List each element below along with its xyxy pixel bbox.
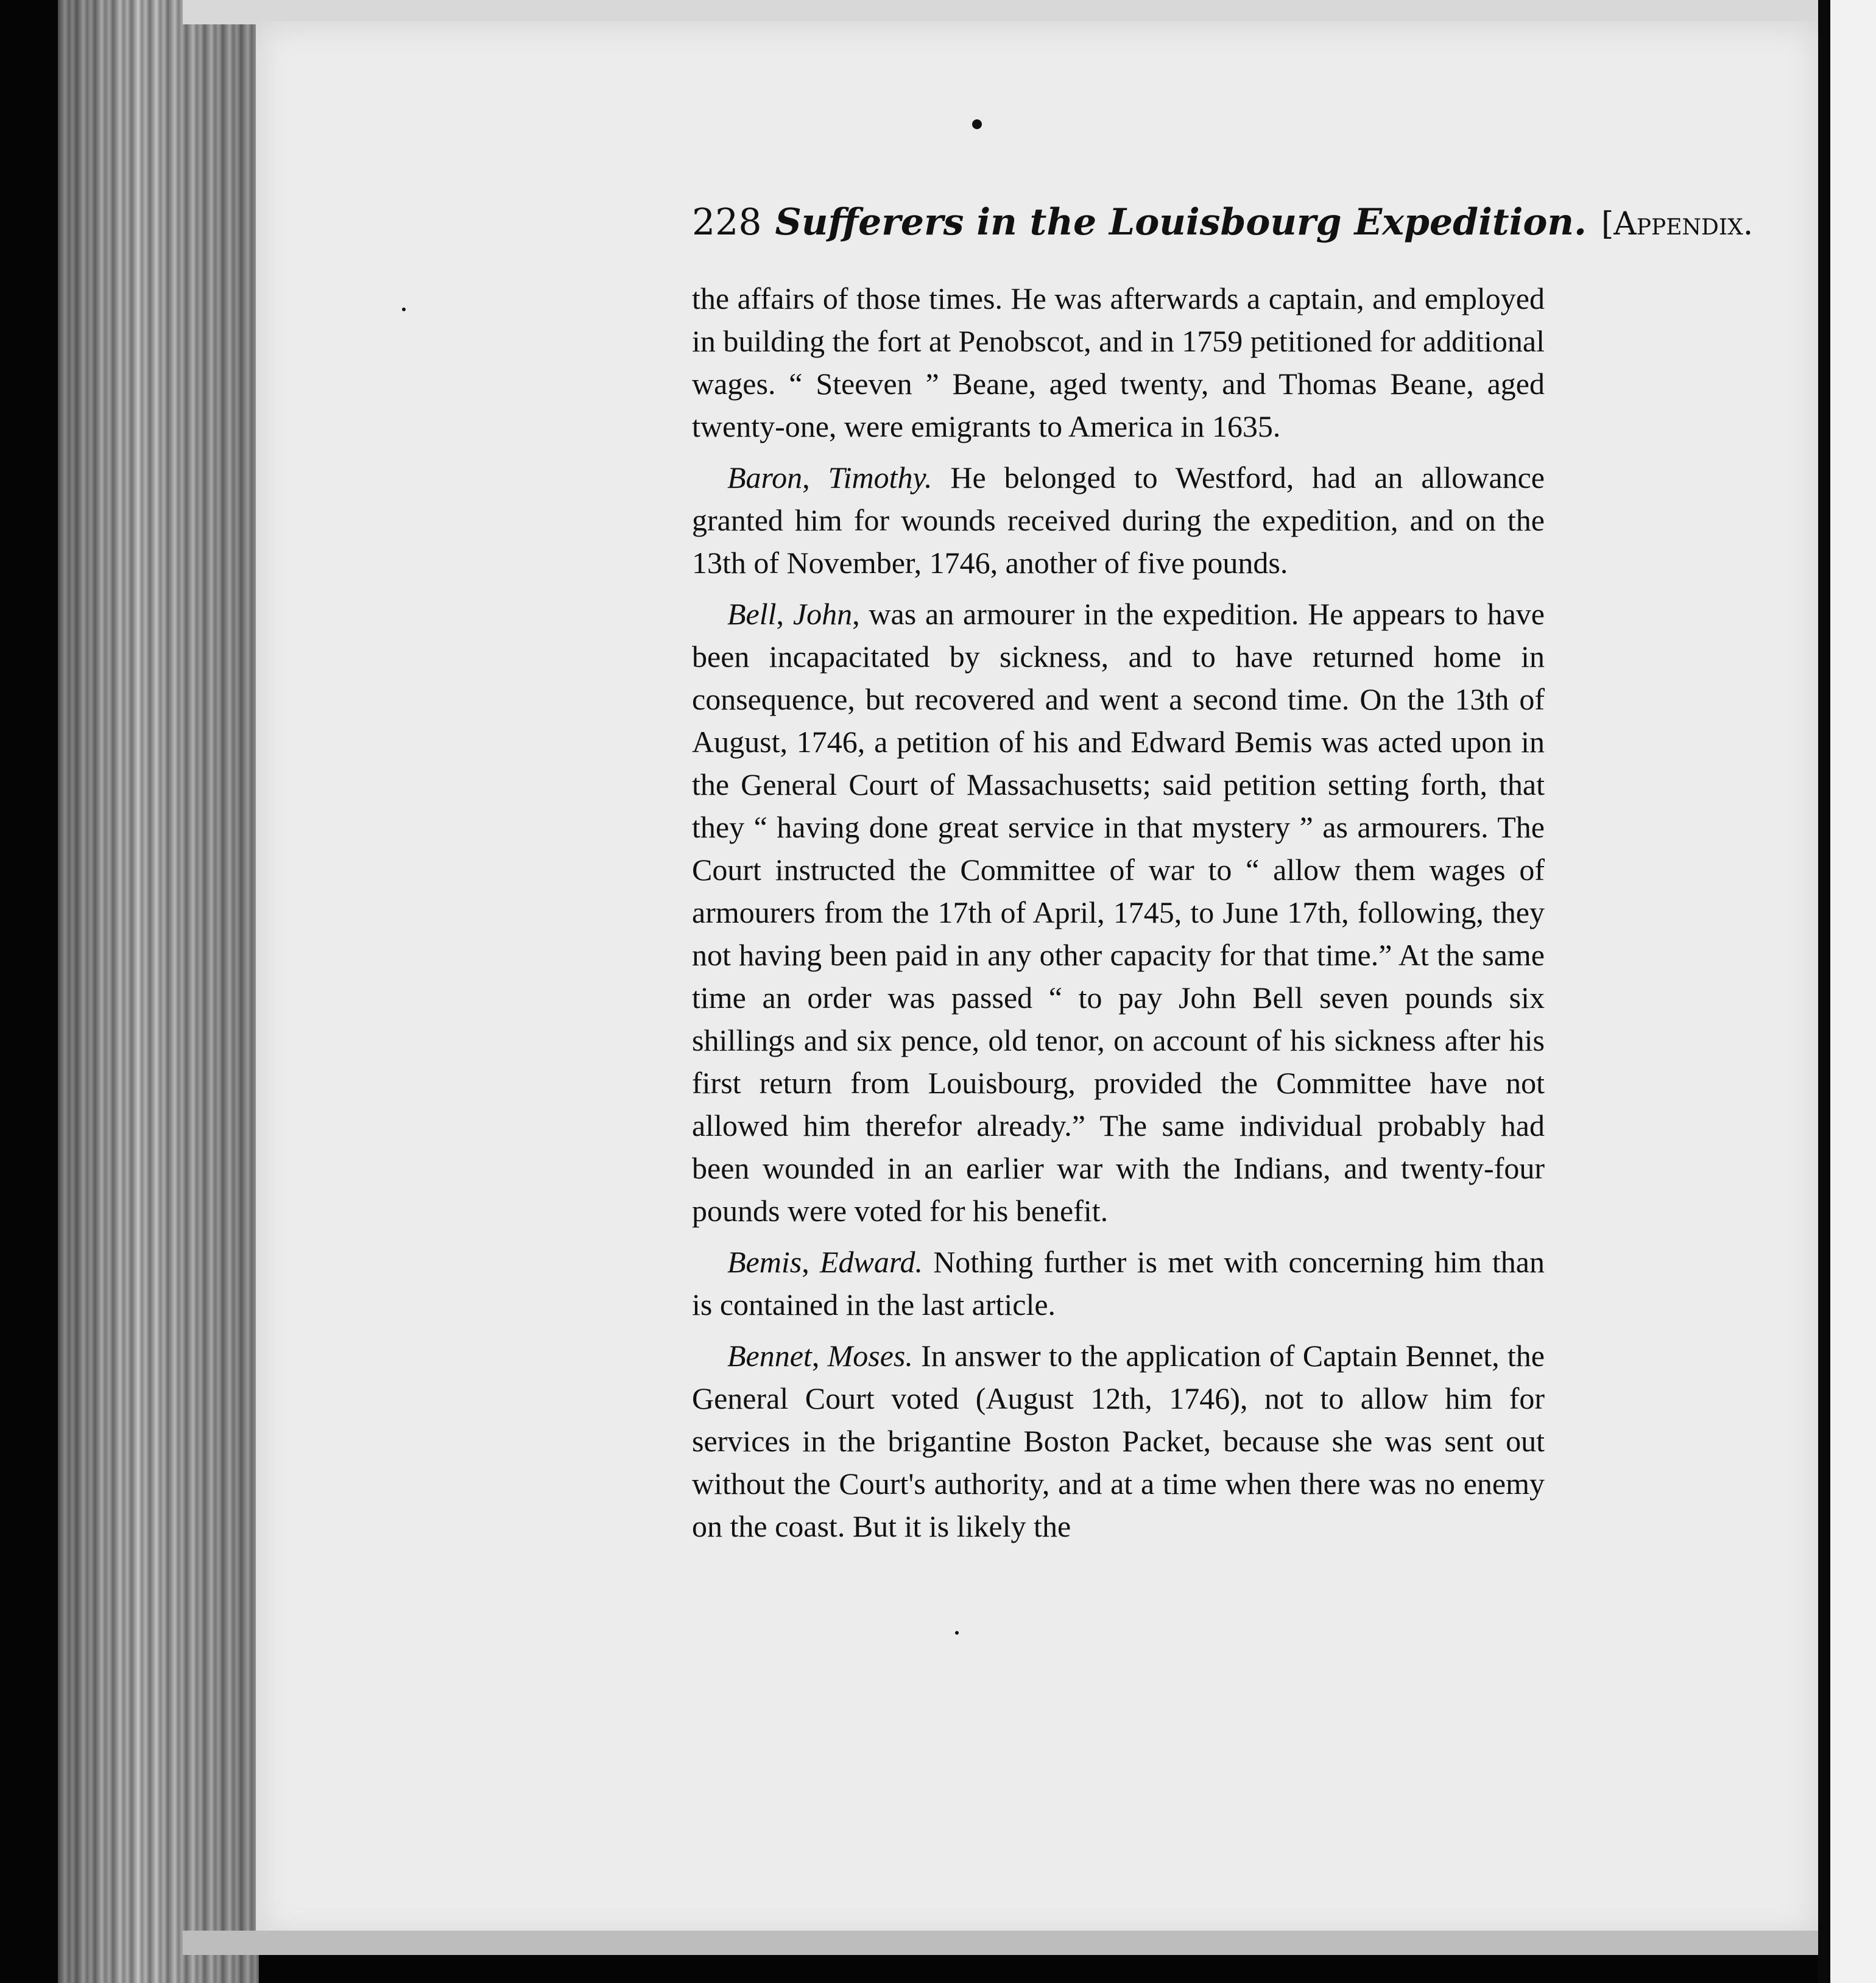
entry-text: Nothing further is met with concerning him than is contained in the last article. (692, 1245, 1545, 1322)
paragraph-beane-continued (692, 277, 1545, 448)
right-facing-page-strip (1830, 0, 1876, 1983)
entry-text: , was an armourer in the expedition. He appears to have been incapacitated by sickness, and to have returned home in consequence, but recovered and went a second time. On the 13th of August, 1746, a petition of his and Edward Bemis was acted upon in the General Court of Massachusetts; said petition setting forth, that they “ having done great service in that mystery ” as armourers. The Court instructed the Committee of war to “ allow them wages of armourers from the 17th of April, 1745, to June 17th, following, they not having been paid in any other capacity for that time.” At the same time an order was passed “ to pay John Bell seven pounds six shillings and six pence, old tenor, on account of his sickness after his first return from Louisbourg, provided the Committee have not allowed him therefor already.” The same individual probably had been wounded in an earlier war with the Indians, and twenty-four pounds were voted for his benefit. (692, 597, 1545, 1228)
entry-given-name: Timothy. (828, 460, 933, 495)
running-head (692, 201, 1754, 244)
entry-surname: Bennet (727, 1339, 812, 1373)
entry-bell: Bell, John, was an armourer in the expedition. He appears to have been incapacitated by sickness, and to have returned home in consequence, but recovered and went a second time. On the 13th of August, 1746, a petition of his and Edward Bemis was acted upon in the General Court of Massachusetts; said petition setting forth, that they “ having done great service in that mystery ” as armourers. The Court instructed the Committee of war to “ allow them wages of armourers from the 17th of April, 1745, to June 17th, following, they not having been paid in any other capacity for that time.” At the same time an order was passed “ to pay John Bell seven pounds six shillings and six pence, old tenor, on account of his sickness after his first return from Louisbourg, provided the Committee have not allowed him therefor already.” The same individual probably had been wounded in an earlier war with the Indians, and twenty-four pounds were voted for his benefit. (692, 597, 1545, 1228)
bottom-margin-band (183, 1931, 1821, 1955)
entry-surname: Baron (727, 460, 803, 495)
entry-text: In answer to the application of Captain Bennet, the General Court voted (August 12th, 1746), not to allow him for services in the brigantine Boston Packet, because she was sent out without the Court's authority, and at a time when there was no enemy on the coast. But it is likely the (692, 1339, 1545, 1543)
running-title: Sufferers in the Louisbourg Expedition. (775, 201, 1587, 244)
right-gutter-rule (1818, 0, 1830, 1983)
page-number: 228 (692, 201, 762, 244)
entry-surname: Bell (727, 597, 777, 631)
ink-speck (972, 119, 982, 129)
entry-given-name: John (792, 597, 853, 631)
entry-given-name: Edward. (819, 1245, 923, 1279)
ink-speck (955, 1631, 959, 1635)
entry-bennet: Bennet, Moses. In answer to the application of Captain Bennet, the General Court voted (August 12th, 1746), not to allow him for services in the brigantine Boston Packet, because she was sent out without the Court's authority, and at a time when there was no enemy on the coast. But it is likely the (692, 1339, 1545, 1543)
section-label: [Appendix. (1601, 206, 1754, 242)
entry-bemis: Bemis, Edward. Nothing further is met with concerning him than is contained in the last article. (692, 1245, 1545, 1322)
page-edge-shadow (58, 0, 259, 1983)
ink-speck (402, 308, 406, 311)
entry-surname: Bemis (727, 1245, 802, 1279)
body-text (692, 277, 1545, 1556)
top-margin-band (183, 0, 1821, 24)
entry-baron: Baron, Timothy. He belonged to Westford, had an allowance granted him for wounds received during the expedition, and on the 13th of November, 1746, another of five pounds. (692, 460, 1545, 580)
entry-given-name: Moses. (827, 1339, 913, 1373)
paragraph-text: the affairs of those times. He was afterwards a captain, and employed in building the fort at Penobscot, and in 1759 petitioned for additional wages. “ Steeven ” Beane, aged twenty, and Thomas Beane, aged twenty-one, were emigrants to America in 1635. (692, 281, 1545, 443)
entry-text: He belonged to Westford, had an allowance granted him for wounds received during the expedition, and on the 13th of November, 1746, another of five pounds. (692, 460, 1545, 580)
